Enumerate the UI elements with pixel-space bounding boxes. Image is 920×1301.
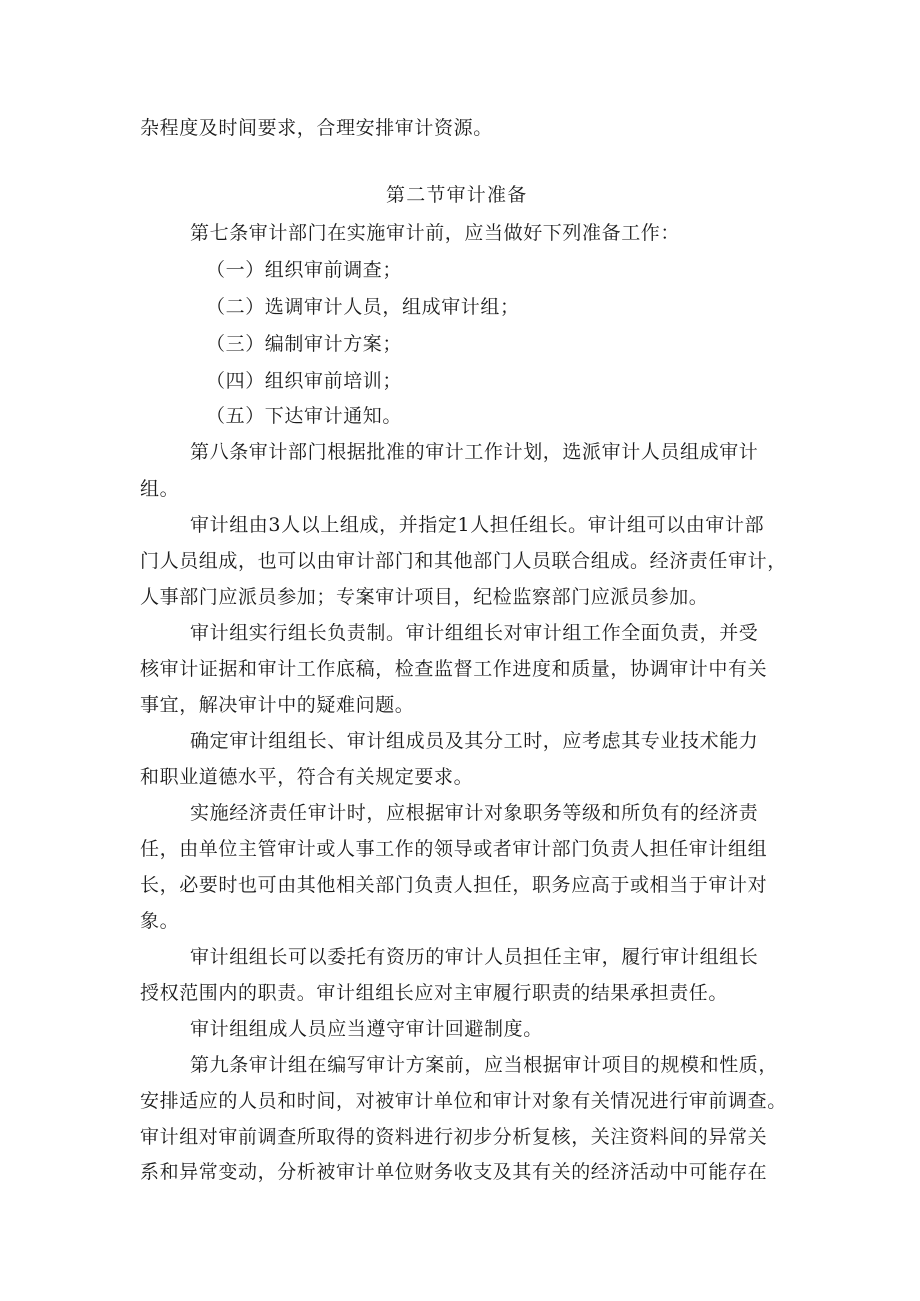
list-item: （四）组织审前培训；	[206, 370, 403, 392]
list-item: （一）组织审前调查；	[206, 259, 403, 281]
paragraph-line: 授权范围内的职责。审计组组长应对主审履行职责的结果承担责任。	[140, 982, 729, 1004]
paragraph-line: 长，必要时也可由其他相关部门负责人担任，职务应高于或相当于审计对	[140, 874, 768, 896]
paragraph-line: 象。	[140, 910, 180, 932]
paragraph-line: 任，由单位主管审计或人事工作的领导或者审计部门负责人担任审计组组	[140, 838, 768, 860]
paragraph-line: 审计组实行组长负责制。审计组组长对审计组工作全面负责，并受	[190, 622, 759, 644]
paragraph-line: 核审计证据和审计工作底稿，检查监督工作进度和质量，协调审计中有关	[140, 658, 768, 680]
paragraph-line: 实施经济责任审计时，应根据审计对象职务等级和所负有的经济责	[190, 802, 759, 824]
paragraph-line: 组。	[140, 478, 180, 500]
list-item: （二）选调审计人员，组成审计组；	[206, 296, 520, 318]
paragraph-line: 和职业道德水平，符合有关规定要求。	[140, 766, 474, 788]
section-title: 第二节审计准备	[386, 184, 528, 206]
paragraph-line: 门人员组成，也可以由审计部门和其他部门人员联合组成。经济责任审计，	[140, 550, 787, 572]
list-item: （三）编制审计方案；	[206, 333, 403, 355]
paragraph-line: 安排适应的人员和时间，对被审计单位和审计对象有关情况进行审前调查。	[140, 1090, 787, 1112]
paragraph-line: 事宜，解决审计中的疑难问题。	[140, 694, 415, 716]
article-8-line: 第八条审计部门根据批准的审计工作计划，选派审计人员组成审计	[190, 441, 759, 463]
article-9-line: 第九条审计组在编写审计方案前，应当根据审计项目的规模和性质，	[190, 1054, 779, 1076]
paragraph-line: 系和异常变动，分析被审计单位财务收支及其有关的经济活动中可能存在	[140, 1161, 768, 1183]
paragraph-line: 审计组组长可以委托有资历的审计人员担任主审，履行审计组组长	[190, 946, 759, 968]
paragraph-line: 杂程度及时间要求，合理安排审计资源。	[140, 117, 493, 139]
paragraph-line: 审计组组成人员应当遵守审计回避制度。	[190, 1018, 543, 1040]
article-7-line: 第七条审计部门在实施审计前，应当做好下列准备工作：	[190, 222, 681, 244]
paragraph-line: 审计组由3人以上组成，并指定1人担任组长。审计组可以由审计部	[190, 514, 765, 536]
list-item: （五）下达审计通知。	[206, 405, 403, 427]
paragraph-line: 确定审计组组长、审计组成员及其分工时，应考虑其专业技术能力	[190, 730, 759, 752]
paragraph-line: 人事部门应派员参加；专案审计项目，纪检监察部门应派员参加。	[140, 586, 709, 608]
paragraph-line: 审计组对审前调查所取得的资料进行初步分析复核，关注资料间的异常关	[140, 1126, 768, 1148]
